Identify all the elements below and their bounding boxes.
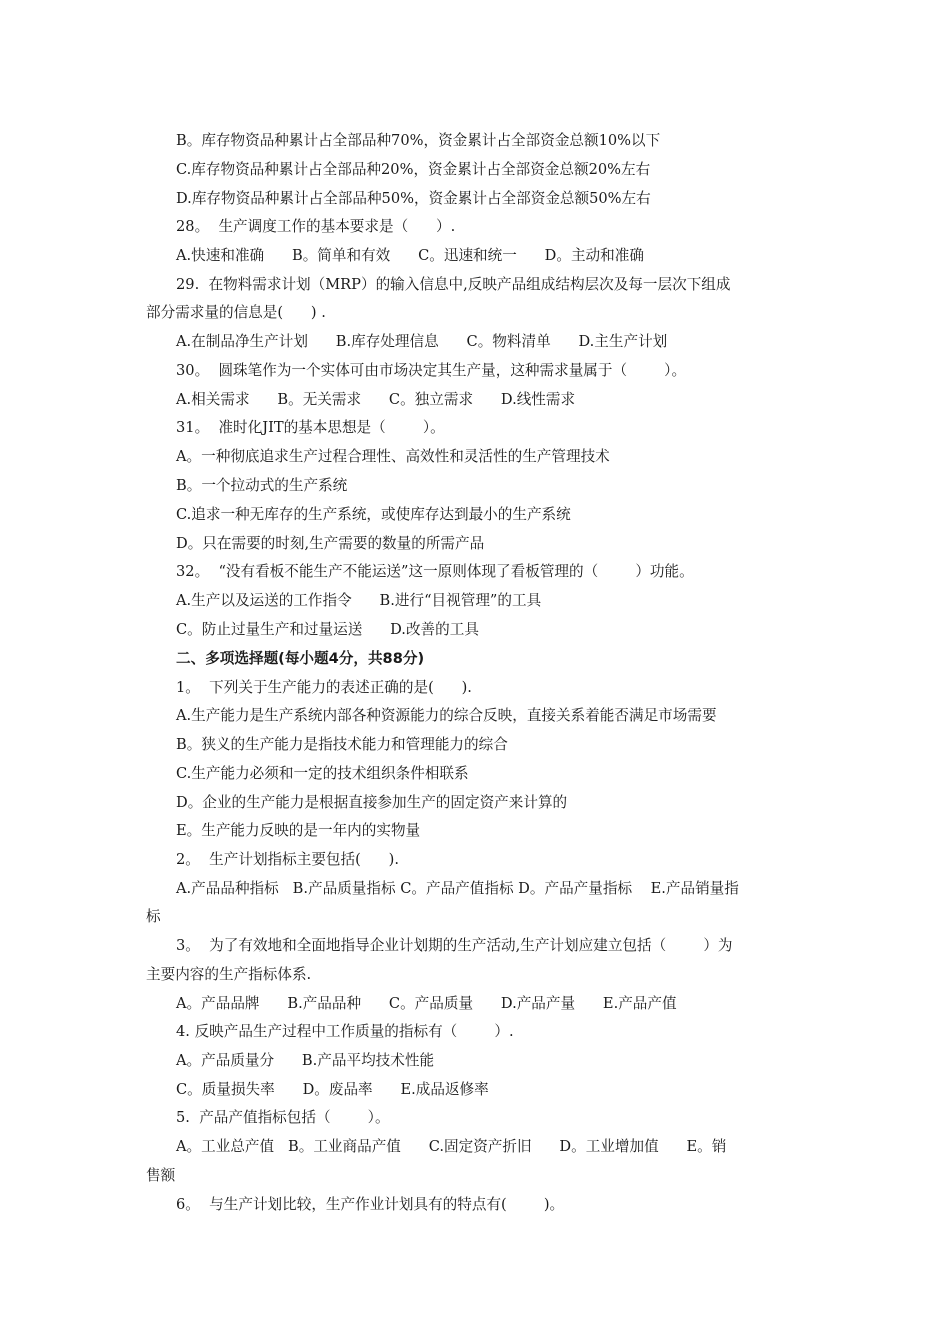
section-heading: 二、多项选择题(每小题4分，共88分) (176, 650, 425, 667)
option-line: C.库存物资品种累计占全部品种20%，资金累计占全部资金总额20%左右 (176, 161, 651, 178)
option-line: A.在制品净生产计划 B.库存处理信息 C。物料清单 D.主生产计划 (176, 333, 668, 350)
question-line: 29. 在物料需求计划（MRP）的输入信息中,反映产品组成结构层次及每一层次下组成 (176, 276, 731, 293)
option-line: A.相关需求 B。无关需求 C。独立需求 D.线性需求 (176, 391, 576, 408)
option-line: E。生产能力反映的是一年内的实物量 (176, 822, 421, 839)
question-line: 28。 生产调度工作的基本要求是（ ）. (176, 218, 456, 235)
option-line: C.生产能力必须和一定的技术组织条件相联系 (176, 765, 469, 782)
question-line: 3。 为了有效地和全面地指导企业计划期的生产活动,生产计划应建立包括（ ）为 (176, 937, 733, 954)
option-line: 售额 (146, 1167, 176, 1184)
option-line: B。一个拉动式的生产系统 (176, 477, 348, 494)
option-line: C.追求一种无库存的生产系统，或使库存达到最小的生产系统 (176, 506, 571, 523)
question-line: 32。 “没有看板不能生产不能运送”这一原则体现了看板管理的（ ）功能。 (176, 563, 694, 580)
option-line: A。工业总产值 B。工业商品产值 C.固定资产折旧 D。工业增加值 E。销 (176, 1138, 727, 1155)
option-line: A.产品品种指标 B.产品质量指标 C。产品产值指标 D。产品产量指标 E.产品销量指 (176, 880, 739, 897)
option-line: A.生产能力是生产系统内部各种资源能力的综合反映，直接关系着能否满足市场需要 (176, 707, 717, 724)
option-line: C。质量损失率 D。废品率 E.成品返修率 (176, 1081, 489, 1098)
option-line: A.快速和准确 B。简单和有效 C。迅速和统一 D。主动和准确 (176, 247, 644, 264)
option-line: A。一种彻底追求生产过程合理性、高效性和灵活性的生产管理技术 (176, 448, 610, 465)
question-line: 30。 圆珠笔作为一个实体可由市场决定其生产量，这种需求量属于（ ）。 (176, 362, 687, 379)
option-line: D。企业的生产能力是根据直接参加生产的固定资产来计算的 (176, 794, 568, 811)
question-line: 2。 生产计划指标主要包括( ). (176, 851, 399, 868)
option-line: B。狭义的生产能力是指技术能力和管理能力的综合 (176, 736, 508, 753)
question-line: 5. 产品产值指标包括（ ）。 (176, 1109, 390, 1126)
option-line: D.库存物资品种累计占全部品种50%，资金累计占全部资金总额50%左右 (176, 190, 651, 207)
option-line: A。产品品牌 B.产品品种 C。产品质量 D.产品产量 E.产品产值 (176, 995, 677, 1012)
question-line: 4. 反映产品生产过程中工作质量的指标有（ ）. (176, 1023, 514, 1040)
option-line: A.生产以及运送的工作指令 B.进行“目视管理”的工具 (176, 592, 542, 609)
question-line: 31。 准时化JIT的基本思想是（ ）。 (176, 419, 445, 436)
question-line: 1。 下列关于生产能力的表述正确的是( ). (176, 679, 472, 696)
option-line: 标 (146, 908, 161, 925)
question-line: 6。 与生产计划比较，生产作业计划具有的特点有( )。 (176, 1196, 565, 1213)
question-line: 部分需求量的信息是( ) . (146, 304, 326, 321)
option-line: D。只在需要的时刻,生产需要的数量的所需产品 (176, 535, 485, 552)
question-line: 主要内容的生产指标体系. (146, 966, 312, 983)
option-line: A。产品质量分 B.产品平均技术性能 (176, 1052, 435, 1069)
option-line: B。库存物资品种累计占全部品种70%，资金累计占全部资金总额10%以下 (176, 132, 661, 149)
option-line: C。防止过量生产和过量运送 D.改善的工具 (176, 621, 479, 638)
